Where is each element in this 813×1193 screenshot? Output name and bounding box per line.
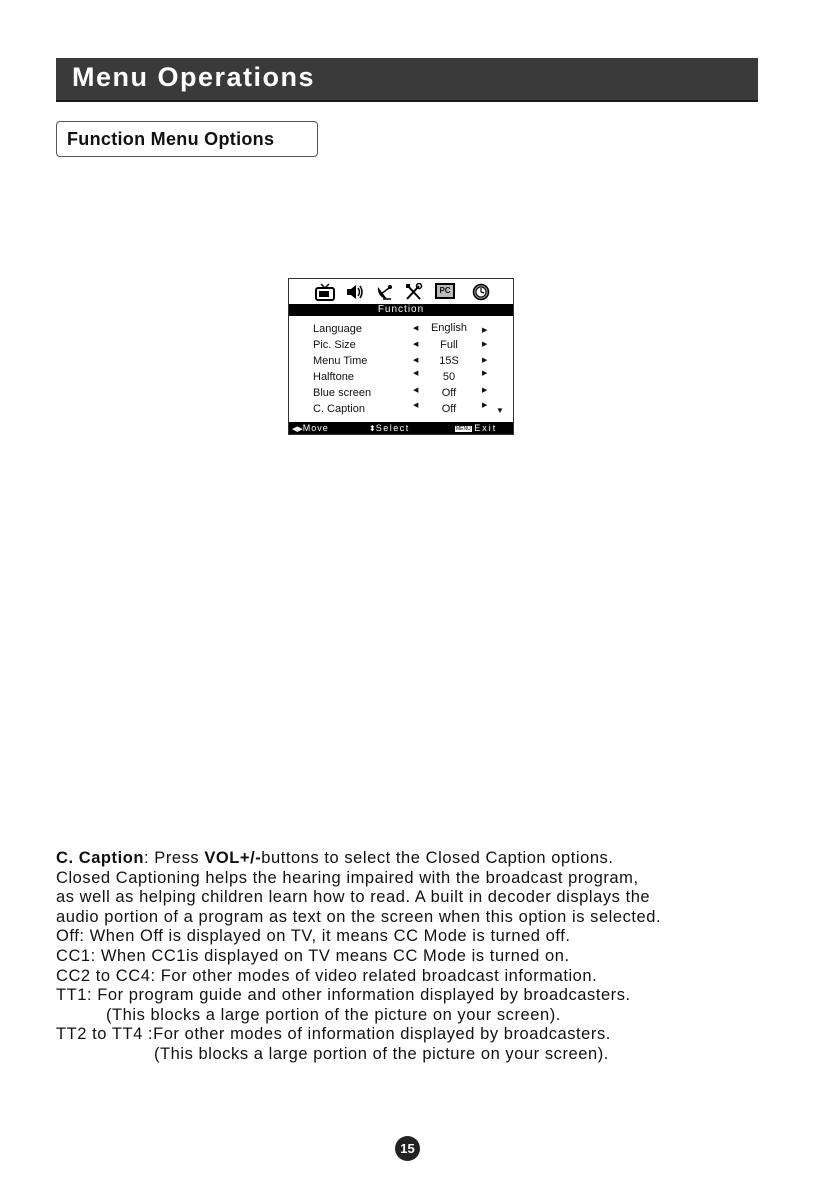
menu-title-bar: Function bbox=[289, 304, 513, 316]
menu-row-value: Full bbox=[440, 339, 458, 351]
menu-row-label: Halftone bbox=[313, 371, 354, 383]
exit-hint bbox=[455, 422, 497, 434]
menu-row-value: Off bbox=[441, 403, 457, 415]
pc-icon-label: PC bbox=[439, 286, 451, 295]
select-hint bbox=[369, 422, 410, 435]
text-line: (This blocks a large portion of the picture on your screen). bbox=[154, 1044, 609, 1063]
section-title: Function Menu Options bbox=[67, 129, 275, 149]
key-vol: VOL+/- bbox=[204, 849, 262, 867]
term-c-caption: C. Caption bbox=[56, 849, 144, 867]
text-line: (This blocks a large portion of the picture on your screen). bbox=[106, 1005, 561, 1024]
menu-row-menu-time[interactable] bbox=[289, 353, 513, 369]
menu-row-halftone[interactable] bbox=[289, 369, 513, 385]
left-arrow-icon: ◀ bbox=[413, 370, 419, 377]
menu-key-icon: MENU bbox=[456, 426, 471, 432]
satellite-icon bbox=[375, 283, 395, 301]
left-arrow-icon: ◀ bbox=[413, 341, 419, 348]
menu-icon-bar bbox=[289, 279, 513, 303]
menu-row-label: Blue screen bbox=[313, 387, 372, 399]
menu-row-label: Menu Time bbox=[313, 355, 368, 367]
text-line: TT1: For program guide and other information displayed by broadcasters. bbox=[56, 986, 631, 1005]
text-line: as well as helping children learn how to read. A built in decoder displays the bbox=[56, 888, 651, 907]
left-arrow-icon: ◀ bbox=[413, 357, 419, 364]
right-arrow-icon: ▶ bbox=[482, 370, 488, 377]
function-menu-osd bbox=[288, 278, 514, 435]
right-arrow-icon: ▶ bbox=[482, 387, 488, 394]
tools-icon bbox=[404, 283, 424, 301]
menu-row-value: Off bbox=[441, 387, 457, 399]
scroll-down-icon: ▼ bbox=[496, 406, 504, 415]
text-line: Off: When Off is displayed on TV, it means CC Mode is turned off. bbox=[56, 927, 571, 946]
menu-row-label: Pic. Size bbox=[313, 339, 356, 351]
right-arrow-icon: ▶ bbox=[482, 341, 488, 348]
menu-row-c-caption[interactable] bbox=[289, 401, 513, 417]
speaker-icon bbox=[345, 283, 365, 301]
left-arrow-icon: ◀ bbox=[413, 402, 419, 409]
text-line bbox=[56, 849, 756, 869]
text-segment: : Press bbox=[144, 849, 205, 867]
menu-row-label: Language bbox=[313, 323, 362, 335]
section-heading-box bbox=[56, 121, 318, 157]
move-label: Move bbox=[302, 423, 329, 433]
move-hint bbox=[292, 422, 329, 436]
right-arrow-icon: ▶ bbox=[482, 327, 488, 334]
page-header bbox=[56, 58, 758, 102]
text-line: Closed Captioning helps the hearing impaired with the broadcast program, bbox=[56, 868, 639, 887]
tv-icon bbox=[315, 283, 335, 301]
left-arrow-icon: ◀ bbox=[413, 387, 419, 394]
text-line: audio portion of a program as text on the screen when this option is selected. bbox=[56, 907, 662, 926]
text-line: TT2 to TT4 :For other modes of information displayed by broadcasters. bbox=[56, 1025, 611, 1044]
menu-row-value: English bbox=[430, 322, 468, 334]
exit-label: Exit bbox=[474, 423, 498, 433]
menu-row-value: 15S bbox=[439, 355, 459, 367]
up-down-arrows-icon: ⬍ bbox=[369, 424, 376, 433]
page-number: 15 bbox=[395, 1136, 420, 1161]
left-arrow-icon: ◀ bbox=[413, 325, 419, 332]
select-label: Select bbox=[375, 423, 410, 433]
pc-icon bbox=[435, 283, 455, 299]
clock-icon bbox=[472, 283, 490, 301]
right-arrow-icon: ▶ bbox=[482, 402, 488, 409]
menu-row-pic-size[interactable] bbox=[289, 337, 513, 353]
menu-row-blue-screen[interactable] bbox=[289, 385, 513, 401]
menu-footer-bar bbox=[289, 422, 513, 434]
text-segment: buttons to select the Closed Caption options. bbox=[261, 849, 614, 867]
menu-row-language[interactable] bbox=[289, 321, 513, 337]
left-right-arrows-icon: ◀▶ bbox=[292, 426, 303, 433]
text-line: CC2 to CC4: For other modes of video related broadcast information. bbox=[56, 966, 598, 985]
right-arrow-icon: ▶ bbox=[482, 357, 488, 364]
menu-row-value: 50 bbox=[442, 371, 456, 383]
text-line: CC1: When CC1is displayed on TV means CC Mode is turned on. bbox=[56, 946, 570, 965]
caption-description bbox=[56, 849, 756, 1065]
menu-row-label: C. Caption bbox=[313, 403, 365, 415]
page-title: Menu Operations bbox=[72, 62, 316, 92]
